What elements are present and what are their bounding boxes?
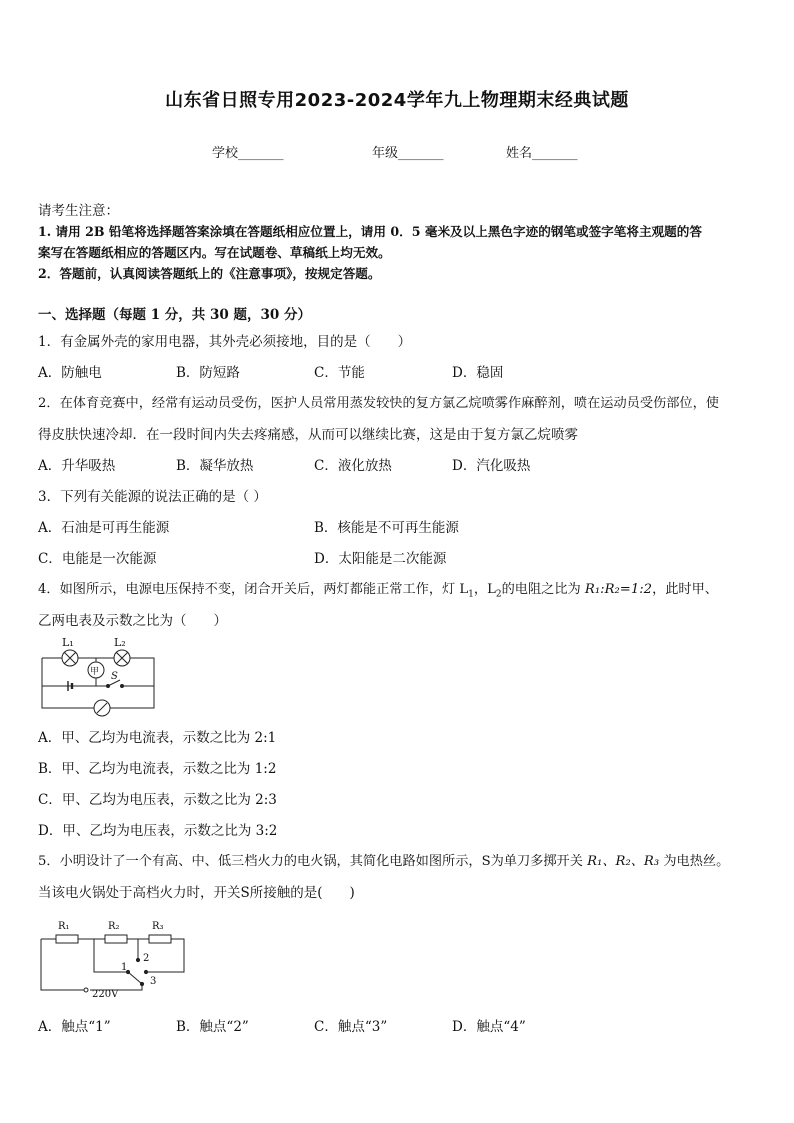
q2-stem-line1: 2．在体育竞赛中，经常有运动员受伤，医护人员常用蒸发较快的复方氯乙烷喷雾作麻醉剂，喷在运动员受伤部位，使 xyxy=(38,396,719,411)
notice-item2: 2．答题前，认真阅读答题纸上的《注意事项》，按规定答题。 xyxy=(38,266,381,281)
q5-stem-line2: 当该电火锅处于高档火力时，开关S所接触的是( ) xyxy=(38,885,355,901)
q1-option-a: A．防触电 xyxy=(38,365,102,381)
page-title: 山东省日照专用2023-2024学年九上物理期末经典试题 xyxy=(165,90,629,111)
q5-option-b: B．触点“2” xyxy=(176,1019,249,1035)
q5-label-contact1: 1 xyxy=(121,962,128,973)
q4-resistance-ratio: R₁:R₂=1:2 xyxy=(584,582,653,597)
q1-option-d: D．稳固 xyxy=(452,365,504,381)
q4-option-b: B．甲、乙均为电流表，示数之比为 1:2 xyxy=(38,761,277,777)
name-field: 姓名_______ xyxy=(506,146,578,161)
q2-option-c: C．液化放热 xyxy=(314,458,392,474)
q5-circuit-diagram xyxy=(38,914,188,1000)
q4-sub-1: 1 xyxy=(468,589,474,600)
q5-label-r2: R₂ xyxy=(108,921,120,932)
q4-label-meter: 甲 xyxy=(90,667,100,677)
school-field: 学校_______ xyxy=(212,146,284,161)
q4-stem-part-d: ，此时甲、 xyxy=(652,582,718,597)
q5-label-contact3: 3 xyxy=(150,976,157,987)
q5-option-d: D．触点“4” xyxy=(452,1019,526,1035)
q4-option-c: C．甲、乙均为电压表，示数之比为 2:3 xyxy=(38,792,277,808)
grade-field: 年级_______ xyxy=(372,146,444,161)
q2-option-b: B．凝华放热 xyxy=(176,458,254,474)
q4-label-l2: L₂ xyxy=(114,636,126,649)
q4-circuit-diagram xyxy=(38,636,160,718)
q2-option-a: A．升华吸热 xyxy=(38,458,116,474)
q1-option-c: C．节能 xyxy=(314,365,365,381)
q5-stem-line1 xyxy=(38,852,758,872)
q5-label-contact2: 2 xyxy=(143,953,150,964)
q5-option-a: A．触点“1” xyxy=(38,1019,111,1035)
notice-item1-line2: 案写在答题纸相应的答题区内。写在试题卷、草稿纸上均无效。 xyxy=(38,245,391,260)
q4-label-switch: S xyxy=(111,671,118,682)
q4-stem-part-c: 的电阻之比为 xyxy=(501,582,585,597)
q3-stem: 3．下列有关能源的说法正确的是（ ） xyxy=(38,489,267,505)
q4-stem-part-a: 4．如图所示，电源电压保持不变，闭合开关后，两灯都能正常工作，灯 L xyxy=(38,582,469,597)
q4-option-d: D．甲、乙均为电压表，示数之比为 3:2 xyxy=(38,823,278,839)
q4-label-l1: L₁ xyxy=(62,636,74,649)
q4-sub-2: 2 xyxy=(495,589,502,600)
q3-option-b: B．核能是不可再生能源 xyxy=(314,520,459,536)
q2-stem-line2: 得皮肤快速冷却．在一段时间内失去疼痛感，从而可以继续比赛，这是由于复方氯乙烷喷雾 xyxy=(38,427,578,443)
q5-stem-part-b: 为电热丝。 xyxy=(659,854,730,869)
q2-option-d: D．汽化吸热 xyxy=(452,458,531,474)
q4-stem-line2: 乙两电表及示数之比为（ ） xyxy=(38,613,227,629)
q4-option-a: A．甲、乙均为电流表，示数之比为 2:1 xyxy=(38,730,277,746)
notice-heading: 请考生注意： xyxy=(38,203,119,219)
notice-item1-line1: 1. 请用 2B 铅笔将选择题答案涂填在答题纸相应位置上，请用 0．5 毫米及以上黑色字迹的钢笔或签字笔将主观题的答 xyxy=(38,224,702,239)
q1-stem: 1．有金属外壳的家用电器，其外壳必须接地，目的是（ ） xyxy=(38,334,412,350)
q4-stem-part-b: ，L xyxy=(473,582,496,597)
section-heading: 一、选择题（每题 1 分，共 30 题，30 分） xyxy=(38,307,311,323)
q5-stem-part-a: 5．小明设计了一个有高、中、低三档火力的电火锅，其简化电路如图所示，S为单刀多掷开关 xyxy=(38,854,588,869)
q4-stem-line1 xyxy=(38,580,758,605)
q3-option-c: C．电能是一次能源 xyxy=(38,551,157,567)
q5-label-r3: R₃ xyxy=(152,921,164,932)
q1-option-b: B．防短路 xyxy=(176,365,240,381)
q5-label-r1: R₁ xyxy=(58,921,70,932)
q5-option-c: C．触点“3” xyxy=(314,1019,388,1035)
q3-option-a: A．石油是可再生能源 xyxy=(38,520,170,536)
q5-label-voltage: 220V xyxy=(92,989,119,1000)
q5-resistors: R₁、R₂、R₃ xyxy=(587,854,660,869)
q3-option-d: D．太阳能是二次能源 xyxy=(314,551,447,567)
